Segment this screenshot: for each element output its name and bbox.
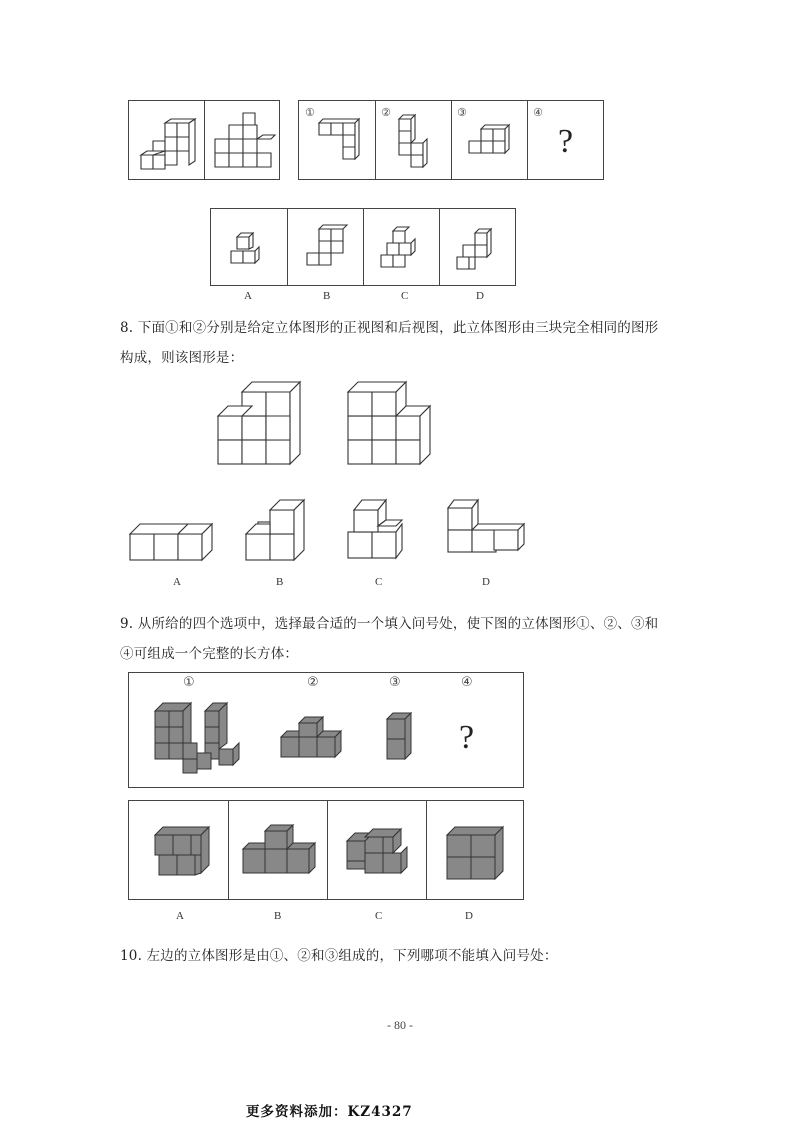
- q7-option-a-figure: [229, 225, 269, 271]
- promo-footer: 更多资料添加：KZ4327: [246, 1104, 413, 1120]
- q9-slot-label-2: ②: [307, 675, 319, 690]
- q10-question-line1: 10. 左边的立体图形是由①、②和③组成的，下列哪项不能填入问号处：: [120, 948, 558, 964]
- q7-option-b-figure: [305, 223, 347, 273]
- q7-slot-label-2: ②: [381, 106, 391, 119]
- q8-option-label-d[interactable]: D: [482, 576, 490, 588]
- q7-slot-label-1: ①: [305, 106, 315, 119]
- q9-option-c-figure: [345, 823, 411, 881]
- q8-option-label-c[interactable]: C: [375, 576, 383, 588]
- panel-divider: [228, 801, 229, 899]
- q8-option-c-figure: [344, 496, 410, 566]
- q7-piece-1: [317, 117, 361, 167]
- q9-option-label-b[interactable]: B: [274, 910, 282, 922]
- q7-option-c-figure: [379, 221, 423, 275]
- q9-question-line1: 9. 从所给的四个选项中，选择最合适的一个填入问号处，使下图的立体图形①、②、③和: [120, 616, 659, 632]
- q9-question-line2: ④可组成一个完整的长方体：: [120, 646, 299, 662]
- q7-slot-label-4: ④: [533, 106, 543, 119]
- q7-given-figure-2: [213, 111, 275, 173]
- q8-front-view-figure: [214, 378, 312, 468]
- q7-given-figure-1: [139, 111, 199, 173]
- panel-divider: [375, 101, 376, 179]
- q7-option-label-d[interactable]: D: [476, 290, 484, 302]
- q8-option-label-a[interactable]: A: [173, 576, 181, 588]
- q9-piece-1: [151, 699, 243, 777]
- q9-pieces-panel: [128, 672, 524, 788]
- q7-option-d-figure: [455, 221, 499, 275]
- q7-slot-label-3: ③: [457, 106, 467, 119]
- q9-option-a-figure: [153, 823, 217, 881]
- panel-divider: [527, 101, 528, 179]
- q8-question-line1: 8. 下面①和②分别是给定立体图形的正视图和后视图，此立体图形由三块完全相同的图形: [120, 320, 659, 336]
- panel-divider: [287, 209, 288, 285]
- panel-divider: [426, 801, 427, 899]
- q9-options-panel: [128, 800, 524, 900]
- panel-divider: [204, 101, 205, 179]
- q7-options-panel: [210, 208, 516, 286]
- q7-option-label-c[interactable]: C: [401, 290, 409, 302]
- q8-option-a-figure: [128, 520, 214, 564]
- q7-pieces-panel: [298, 100, 604, 180]
- panel-divider: [439, 209, 440, 285]
- q8-option-b-figure: [244, 496, 310, 566]
- q8-option-label-b[interactable]: B: [276, 576, 284, 588]
- q9-piece-3: [383, 711, 415, 763]
- q8-question-line2: 构成，则该图形是：: [120, 350, 244, 366]
- q9-option-b-figure: [241, 821, 321, 879]
- q9-slot-label-1: ①: [183, 675, 195, 690]
- panel-divider: [327, 801, 328, 899]
- panel-divider: [451, 101, 452, 179]
- q9-slot-label-4: ④: [461, 675, 473, 690]
- q9-slot-label-3: ③: [389, 675, 401, 690]
- q7-piece-3: [467, 123, 517, 163]
- q9-option-d-figure: [443, 821, 509, 883]
- q9-piece-2: [279, 713, 349, 763]
- q7-question-mark: ?: [558, 123, 574, 160]
- page-number: - 80 -: [387, 1018, 413, 1032]
- panel-divider: [363, 209, 364, 285]
- q7-piece-2: [397, 113, 441, 169]
- q9-question-mark: ?: [459, 719, 475, 756]
- q9-option-label-d[interactable]: D: [465, 910, 473, 922]
- q8-back-view-figure: [344, 378, 440, 468]
- q8-option-d-figure: [446, 496, 526, 556]
- q7-given-figure-panel: [128, 100, 280, 180]
- q7-option-label-a[interactable]: A: [244, 290, 252, 302]
- q7-option-label-b[interactable]: B: [323, 290, 331, 302]
- q9-option-label-a[interactable]: A: [176, 910, 184, 922]
- q9-option-label-c[interactable]: C: [375, 910, 383, 922]
